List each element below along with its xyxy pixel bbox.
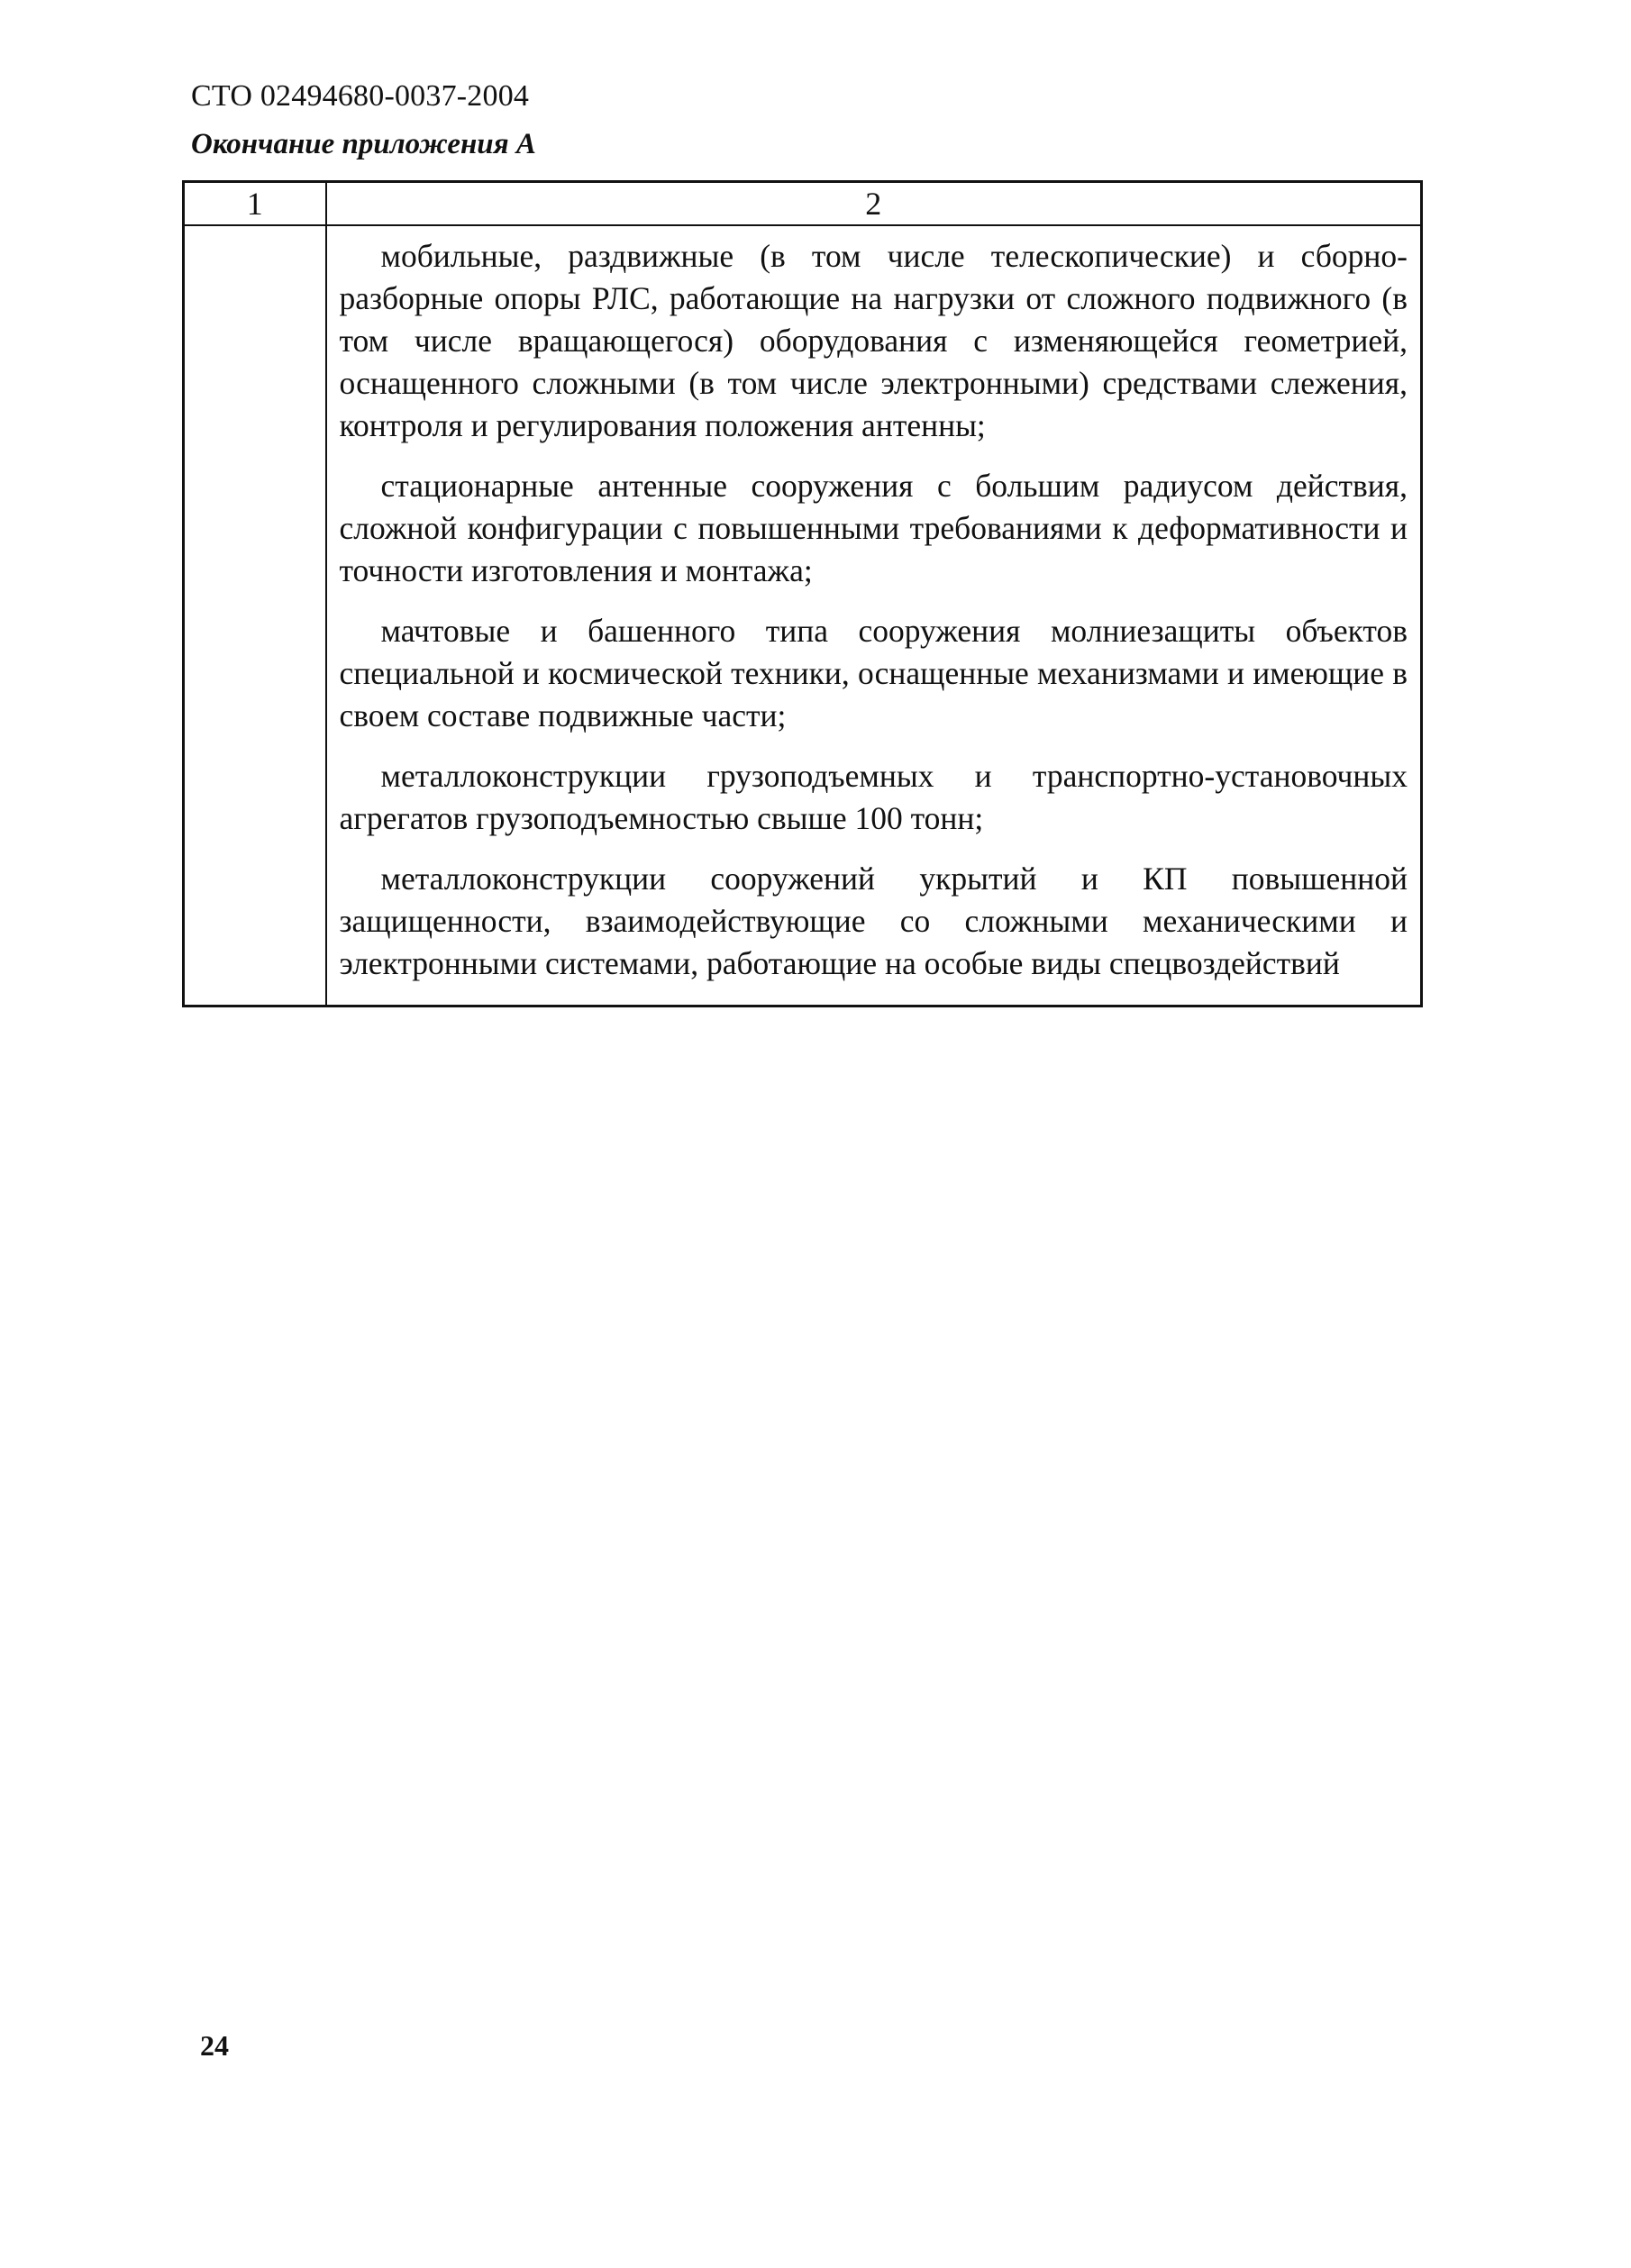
table-entry: металлоконструкции сооружений укрытий и КП повышенной защищенности, взаимодействующие со сложными механическими и электронными системами, работающие на особые виды спецвоздействий	[339, 861, 1408, 981]
table-entry: мачтовые и башенного типа сооружения молниезащиты объектов специальной и космической техники, оснащенные механизмами и имеющие в своем составе подвижные части;	[339, 613, 1408, 733]
appendix-heading: Окончание приложения А	[191, 128, 536, 160]
column-header-1: 1	[184, 182, 326, 226]
table-cell-col1	[184, 225, 326, 1006]
table-entry: металлоконструкции грузоподъемных и транспортно-установочных агрегатов грузоподъемностью свыше 100 тонн;	[339, 758, 1408, 836]
table-header-row	[184, 182, 1422, 226]
document-code: СТО 02494680-0037-2004	[191, 79, 530, 113]
table-row	[184, 225, 1422, 1006]
page-number: 24	[200, 2029, 229, 2062]
appendix-table	[182, 180, 1423, 1007]
table-entry: мобильные, раздвижные (в том числе телескопические) и сборно-разборные опоры РЛС, работающие на нагрузки от сложного подвижного (в том числе вращающегося) оборудования с изменяющейся геометрией, оснащенного сложными (в том числе электронными) средствами слежения, контроля и регулирования положения антенны;	[339, 238, 1408, 443]
table-cell-col2	[326, 225, 1422, 1006]
table-entry: стационарные антенные сооружения с большим радиусом действия, сложной конфигурации с повышенными требованиями к деформативности и точности изготовления и монтажа;	[339, 468, 1408, 588]
column-header-2: 2	[326, 182, 1422, 226]
